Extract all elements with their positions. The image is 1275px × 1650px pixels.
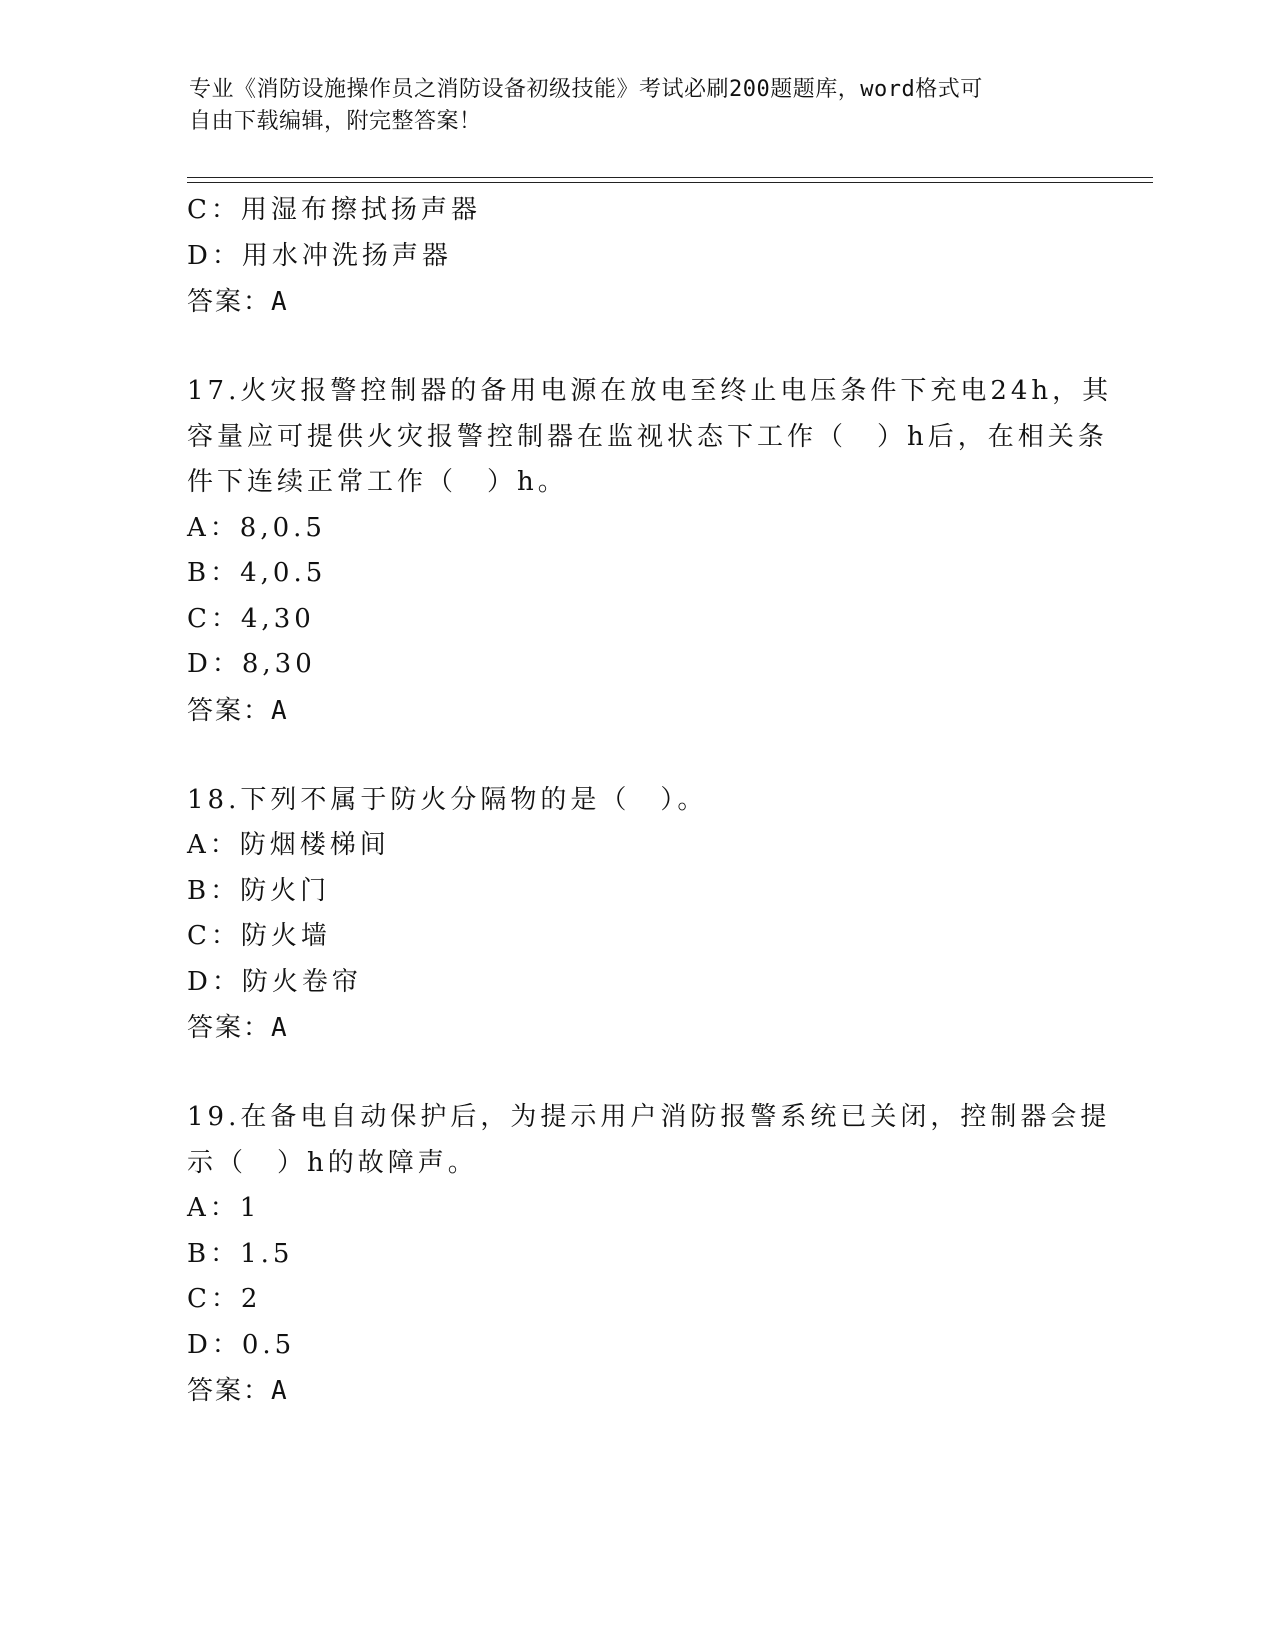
question-text-line: 容量应可提供火灾报警控制器在监视状态下工作（ ）h后，在相关条 bbox=[187, 421, 1108, 452]
answer-line: 答案：A bbox=[187, 1376, 289, 1406]
option-a: A：8,0.5 bbox=[187, 512, 326, 543]
answer-line: 答案：A bbox=[187, 695, 289, 726]
question-text-line: 件下连续正常工作（ ）h。 bbox=[187, 467, 568, 497]
answer-line: 答案：A bbox=[187, 1013, 289, 1043]
option-c: C：2 bbox=[187, 1284, 262, 1314]
header-rule-top bbox=[187, 177, 1153, 178]
answer-line: 答案：A bbox=[187, 287, 289, 317]
option-d: D：0.5 bbox=[187, 1329, 296, 1360]
page-header bbox=[189, 74, 1069, 138]
option-d: D：用水冲洗扬声器 bbox=[187, 240, 452, 271]
option-c: C：4,30 bbox=[187, 603, 315, 634]
option-d: D：8,30 bbox=[187, 649, 316, 679]
option-b: B：防火门 bbox=[187, 875, 331, 906]
option-a: A：防烟楼梯间 bbox=[187, 830, 390, 860]
option-a: A：1 bbox=[187, 1193, 261, 1223]
header-rule-bottom bbox=[187, 182, 1153, 183]
question-text-line: 18.下列不属于防火分隔物的是（ ）。 bbox=[187, 784, 708, 815]
header-line-1: 专业《消防设施操作员之消防设备初级技能》考试必刷200题题库，word格式可 bbox=[189, 77, 983, 102]
question-text-line: 17.火灾报警控制器的备用电源在放电至终止电压条件下充电24h，其 bbox=[187, 376, 1113, 406]
option-c: C：防火墙 bbox=[187, 921, 331, 951]
question-text-line: 19.在备电自动保护后，为提示用户消防报警系统已关闭，控制器会提 bbox=[187, 1102, 1111, 1132]
option-c: C：用湿布擦拭扬声器 bbox=[187, 195, 481, 225]
option-b: B：4,0.5 bbox=[187, 558, 327, 588]
question-text-line: 示（ ）h的故障声。 bbox=[187, 1147, 478, 1178]
option-d: D：防火卷帘 bbox=[187, 966, 362, 997]
question-17 bbox=[187, 369, 1113, 734]
prev-question-tail bbox=[187, 188, 1087, 325]
question-19 bbox=[187, 1095, 1111, 1414]
question-18 bbox=[187, 778, 1087, 1052]
document-body bbox=[187, 188, 1113, 1414]
header-line-2: 自由下载编辑，附完整答案！ bbox=[189, 109, 482, 134]
option-b: B：1.5 bbox=[187, 1238, 294, 1269]
